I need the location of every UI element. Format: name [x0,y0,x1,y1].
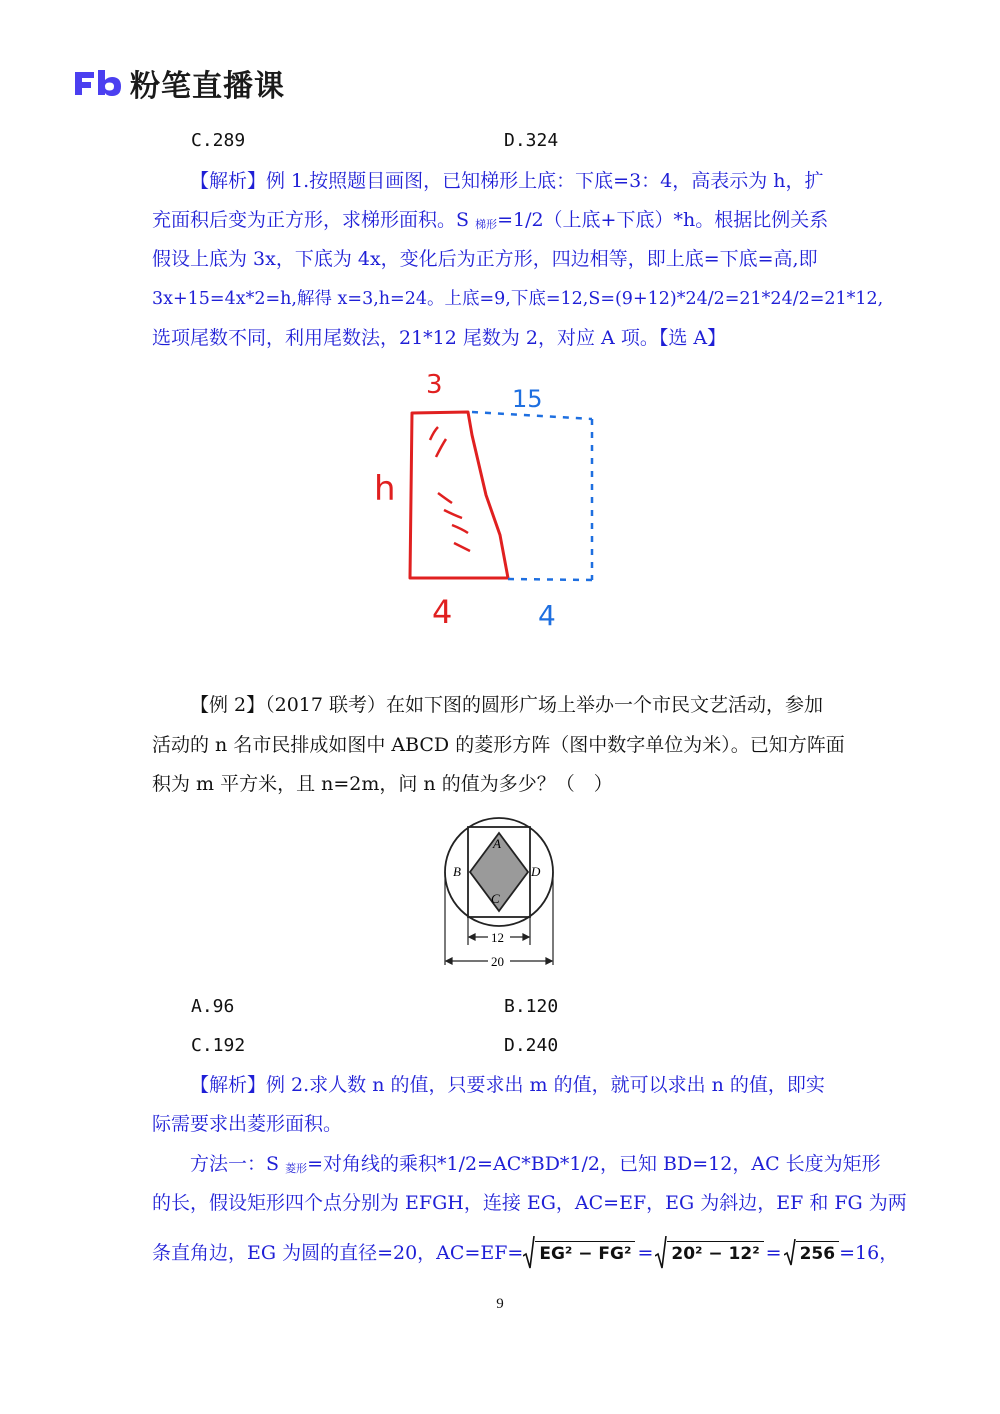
analysis1-line2a: 充面积后变为正方形，求梯形面积。S [152,209,476,231]
point-a: A [493,836,501,851]
option-c2: C.192 [191,1035,246,1056]
dim-12-label: 12 [491,930,504,945]
label-top-right: 15 [512,385,543,413]
brand-name: 粉笔直播课 [130,69,285,104]
trapezoid-outline [410,412,508,578]
subscript-trapezoid: 梯形 [475,218,498,231]
point-b: B [453,864,461,879]
label-top-left: 3 [426,370,443,400]
hatch-marks [430,427,470,551]
analysis2-line3b: =对角线的乘积*1/2=AC*BD*1/2，已知 BD=12，AC 长度为矩形 [307,1153,881,1175]
dim-20-label: 20 [491,954,504,969]
option-b: B.120 [504,996,559,1017]
label-height: h [374,469,396,509]
analysis2-line4: 的长，假设矩形四个点分别为 EFGH，连接 EG，AC=EF，EG 为斜边，EF 和 FG 为两 [152,1192,907,1214]
analysis1-line2b: =1/2（上底+下底）*h。根据比例关系 [497,209,829,231]
label-bottom-right: 4 [538,599,556,632]
radicand-2: 20² − 12² [667,1241,763,1266]
option-d2: D.240 [504,1035,559,1056]
example2-line2: 活动的 n 名市民排成如图中 ABCD 的菱形方阵（图中数字单位为米）。已知方阵面 [152,734,845,756]
analysis1-line3: 假设上底为 3x，下底为 4x，变化后为正方形，四边相等，即上底=下底=高,即 [152,248,818,270]
brand-logo [72,66,285,104]
analysis2-line3 [190,1152,881,1181]
page-number: 9 [496,1296,504,1312]
analysis1-line1: 【解析】例 1.按照题目画图，已知梯形上底：下底=3：4，高表示为 h，扩 [190,170,824,192]
example2-line1: 【例 2】（2017 联考）在如下图的圆形广场上举办一个市民文艺活动，参加 [190,694,824,716]
label-bottom-left: 4 [432,593,453,631]
subscript-rhombus: 菱形 [285,1162,308,1175]
option-c: C.289 [191,130,246,151]
analysis2-line5 [152,1236,898,1270]
analysis2-line5a: 条直角边，EG 为圆的直径=20，AC=EF= [152,1242,524,1264]
point-c: C [491,891,500,906]
radicand-3: 256 [796,1241,840,1266]
radical-sign-1 [523,1236,535,1270]
analysis1-line5: 选项尾数不同，利用尾数法，21*12 尾数为 2，对应 A 项。【选 A】 [152,327,727,349]
option-d: D.324 [504,130,559,151]
radical-sign-2 [655,1236,667,1270]
circle-rhombus-figure [436,815,566,970]
analysis1-line4: 3x+15=4x*2=h,解得 x=3,h=24。上底=9,下底=12,S=(9+12)*24/2=21*24/2=21*12, [152,289,884,309]
square-extension [472,412,592,580]
example2-line3: 积为 m 平方米，且 n=2m，问 n 的值为多少？（ ） [152,773,613,795]
analysis1-line2 [152,208,828,237]
radicand-1: EG² − FG² [535,1241,635,1266]
equals-2: = [765,1242,782,1264]
option-a: A.96 [191,996,235,1017]
analysis2-line1: 【解析】例 2.求人数 n 的值，只要求出 m 的值，就可以求出 n 的值，即实 [190,1074,825,1096]
equals-1: = [637,1242,654,1264]
analysis2-line3a: 方法一：S [190,1153,286,1175]
point-d: D [531,864,541,879]
fb-logo-icon [72,68,124,98]
trapezoid-sketch [360,365,640,640]
analysis2-line5b: =16， [839,1242,899,1264]
analysis2-line2: 际需要求出菱形面积。 [152,1113,343,1135]
radical-sign-3 [784,1239,796,1267]
